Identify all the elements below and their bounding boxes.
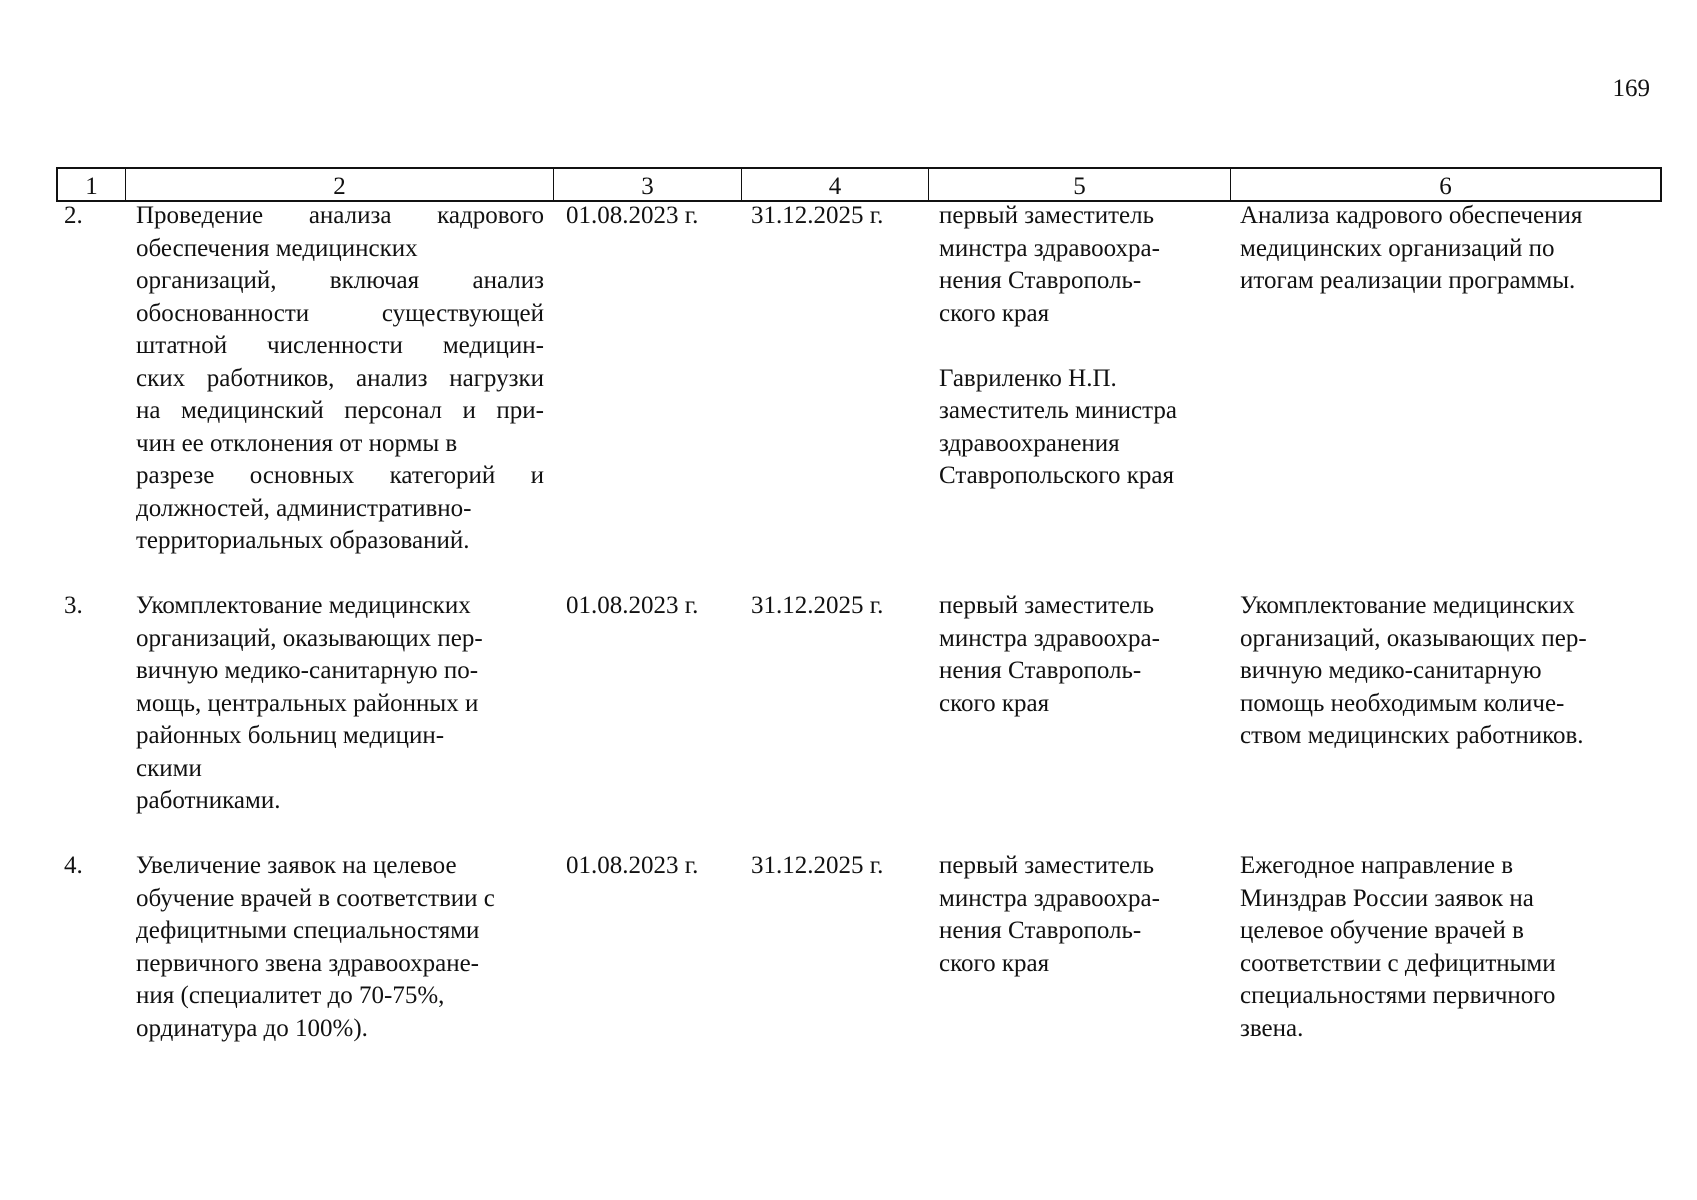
- action-line: первичного звена здравоохране-: [136, 949, 479, 977]
- action-line: на медицинский персонал и при-: [136, 397, 544, 424]
- result-line: Минздрав России заявок на: [1240, 884, 1534, 912]
- responsible-line: здравоохранения: [939, 429, 1120, 457]
- action-line: обучение врачей в соответствии с: [136, 884, 495, 912]
- responsible-text: [939, 850, 1239, 980]
- header-col-3: 3: [554, 169, 742, 200]
- action-line: районных больниц медицин-: [136, 722, 445, 749]
- responsible-line: первый заместитель: [939, 592, 1155, 619]
- action-line: Укомплектование медицинских: [136, 592, 471, 619]
- responsible-line: ского края: [939, 949, 1050, 977]
- result-text: [1240, 590, 1660, 753]
- action-line: Проведение анализа кадрового: [136, 202, 544, 229]
- result-line: ством медицинских работников.: [1240, 722, 1584, 749]
- action-line: должностей, административно-: [136, 494, 472, 522]
- result-line: Ежегодное направление в: [1240, 852, 1514, 879]
- result-line: целевое обучение врачей в: [1240, 917, 1524, 944]
- row-number: 2.: [64, 202, 83, 229]
- responsible-line: минстра здравоохра-: [939, 884, 1160, 912]
- page-number: 169: [1612, 75, 1650, 102]
- header-col-2: 2: [126, 169, 554, 200]
- action-line: штатной численности медицин-: [136, 332, 544, 359]
- responsible-line: первый заместитель: [939, 852, 1155, 879]
- action-text: [136, 590, 544, 818]
- action-line: организаций, оказывающих пер-: [136, 624, 483, 652]
- result-text: [1240, 850, 1660, 1045]
- responsible-line: минстра здравоохра-: [939, 234, 1160, 262]
- result-line: звена.: [1240, 1014, 1304, 1042]
- result-line: помощь необходимым количе-: [1240, 689, 1565, 717]
- row-number: 4.: [64, 852, 83, 879]
- responsible-text: [939, 200, 1239, 493]
- action-line: дефицитными специальностями: [136, 917, 480, 944]
- action-line: обеспечения медицинских: [136, 234, 418, 262]
- responsible-line: нения Ставрополь-: [939, 657, 1142, 684]
- action-line: ских работников, анализ нагрузки: [136, 364, 544, 392]
- start-date: 01.08.2023 г.: [566, 592, 699, 619]
- action-line: работниками.: [136, 787, 281, 814]
- result-line: специальностями первичного: [1240, 982, 1556, 1009]
- action-line: ординатура до 100%).: [136, 1014, 368, 1042]
- result-line: соответствии с дефицитными: [1240, 949, 1556, 977]
- responsible-line: нения Ставрополь-: [939, 267, 1142, 294]
- result-text: [1240, 200, 1660, 298]
- responsible-line: заместитель министра: [939, 397, 1177, 424]
- action-text: [136, 200, 544, 558]
- result-line: организаций, оказывающих пер-: [1240, 624, 1587, 652]
- action-line: вичную медико-санитарную по-: [136, 657, 479, 684]
- result-line: Анализа кадрового обеспечения: [1240, 202, 1583, 229]
- responsible-text: [939, 590, 1239, 720]
- end-date: 31.12.2025 г.: [751, 852, 884, 879]
- responsible-line: ского края: [939, 689, 1050, 717]
- action-line: Увеличение заявок на целевое: [136, 852, 457, 879]
- result-line: итогам реализации программы.: [1240, 267, 1576, 294]
- start-date: 01.08.2023 г.: [566, 852, 699, 879]
- header-col-6: 6: [1439, 173, 1452, 200]
- header-col-4: 4: [742, 169, 929, 200]
- action-line: разрезе основных категорий и: [136, 462, 544, 489]
- action-text: [136, 850, 544, 1045]
- responsible-line: Гавриленко Н.П.: [939, 364, 1117, 392]
- action-line: ния (специалитет до 70-75%,: [136, 982, 445, 1009]
- action-line: обоснованности существующей: [136, 299, 544, 327]
- result-line: медицинских организаций по: [1240, 234, 1555, 262]
- responsible-spacer: [939, 330, 1239, 363]
- end-date: 31.12.2025 г.: [751, 202, 884, 229]
- responsible-line: Ставропольского края: [939, 462, 1174, 489]
- responsible-line: минстра здравоохра-: [939, 624, 1160, 652]
- action-line: территориальных образований.: [136, 527, 470, 554]
- responsible-line: первый заместитель: [939, 202, 1155, 229]
- action-line: чин ее отклонения от нормы в: [136, 429, 458, 457]
- table-header-row: [56, 167, 1662, 202]
- header-col-5: 5: [929, 169, 1231, 200]
- action-line: организаций, включая анализ: [136, 267, 544, 294]
- responsible-line: нения Ставрополь-: [939, 917, 1142, 944]
- result-line: Укомплектование медицинских: [1240, 592, 1575, 619]
- result-line: вичную медико-санитарную: [1240, 657, 1542, 684]
- end-date: 31.12.2025 г.: [751, 592, 884, 619]
- row-number: 3.: [64, 592, 83, 619]
- action-line: скими: [136, 754, 202, 782]
- responsible-line: ского края: [939, 299, 1050, 327]
- header-col-1: 1: [58, 169, 126, 200]
- action-line: мощь, центральных районных и: [136, 689, 479, 717]
- start-date: 01.08.2023 г.: [566, 202, 699, 229]
